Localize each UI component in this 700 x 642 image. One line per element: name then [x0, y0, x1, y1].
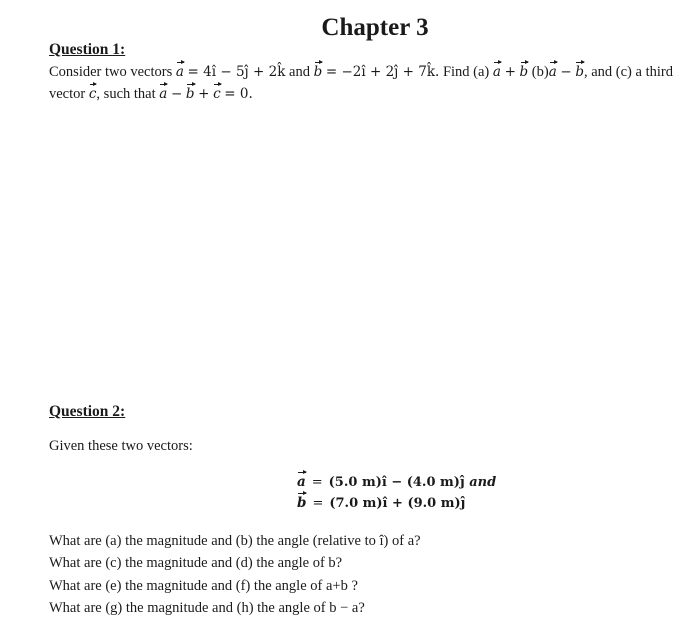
minus-sign: − [560, 64, 572, 80]
diff-b-symbol: b [575, 64, 584, 80]
question-2-heading: Question 2: [49, 403, 126, 420]
sum-b-symbol: b [519, 64, 529, 80]
vector-b-symbol: b [313, 64, 323, 80]
question-2-part-ab: What are (a) the magnitude and (b) the angle (relative to î) of a? [49, 533, 421, 549]
vector-b-definition: = −2î + 2ĵ + 7k̂. [325, 64, 440, 80]
cond-plus: + [198, 86, 210, 102]
cond-equals: = 0. [224, 86, 253, 102]
eq-a-lhs: a [297, 474, 306, 490]
question-2-part-ef: What are (e) the magnitude and (f) the angle of a+b ? [49, 578, 358, 594]
eq-b-rhs: (7.0 m)î + (9.0 m)ĵ [329, 496, 466, 511]
q1-line2-mid: , such that [96, 86, 156, 102]
question-1-heading: Question 1: [49, 41, 126, 58]
question-2-intro: Given these two vectors: [49, 438, 193, 454]
diff-a-symbol: a [548, 64, 557, 80]
eq-b-equals: = [312, 496, 324, 511]
q1-prefix: Consider two vectors [49, 64, 173, 80]
q1-line2-prefix: vector [49, 86, 86, 102]
cond-c-symbol: c [213, 86, 221, 102]
question-1-line-2 [49, 86, 253, 103]
vector-a-definition: = 4î − 5ĵ + 2k̂ [187, 64, 286, 80]
cond-minus: − [170, 86, 183, 102]
eq-a-equals: = [311, 475, 323, 490]
equation-vector-a [297, 474, 496, 490]
q1-and: and [289, 64, 310, 80]
question-2-part-gh: What are (g) the magnitude and (h) the angle of b − a? [49, 600, 365, 616]
eq-a-rhs: (5.0 m)î − (4.0 m)ĵ [328, 475, 465, 490]
question-1-line-1 [49, 64, 673, 81]
q1-tail: , and (c) a third [583, 64, 673, 80]
plus-sign: + [504, 64, 516, 80]
eq-b-lhs: b [297, 495, 307, 511]
vector-a-symbol: a [175, 64, 184, 80]
q1-find: Find (a) [442, 64, 490, 80]
eq-a-and: and [469, 475, 497, 490]
q1-part-b: (b) [531, 64, 549, 80]
cond-a-symbol: a [159, 86, 168, 102]
equation-vector-b [297, 495, 465, 511]
sum-a-symbol: a [492, 64, 501, 80]
chapter-title: Chapter 3 [321, 14, 429, 41]
vector-c-symbol: c [88, 86, 97, 102]
cond-b-symbol: b [185, 86, 195, 102]
question-2-part-cd: What are (c) the magnitude and (d) the angle of b? [49, 555, 343, 571]
